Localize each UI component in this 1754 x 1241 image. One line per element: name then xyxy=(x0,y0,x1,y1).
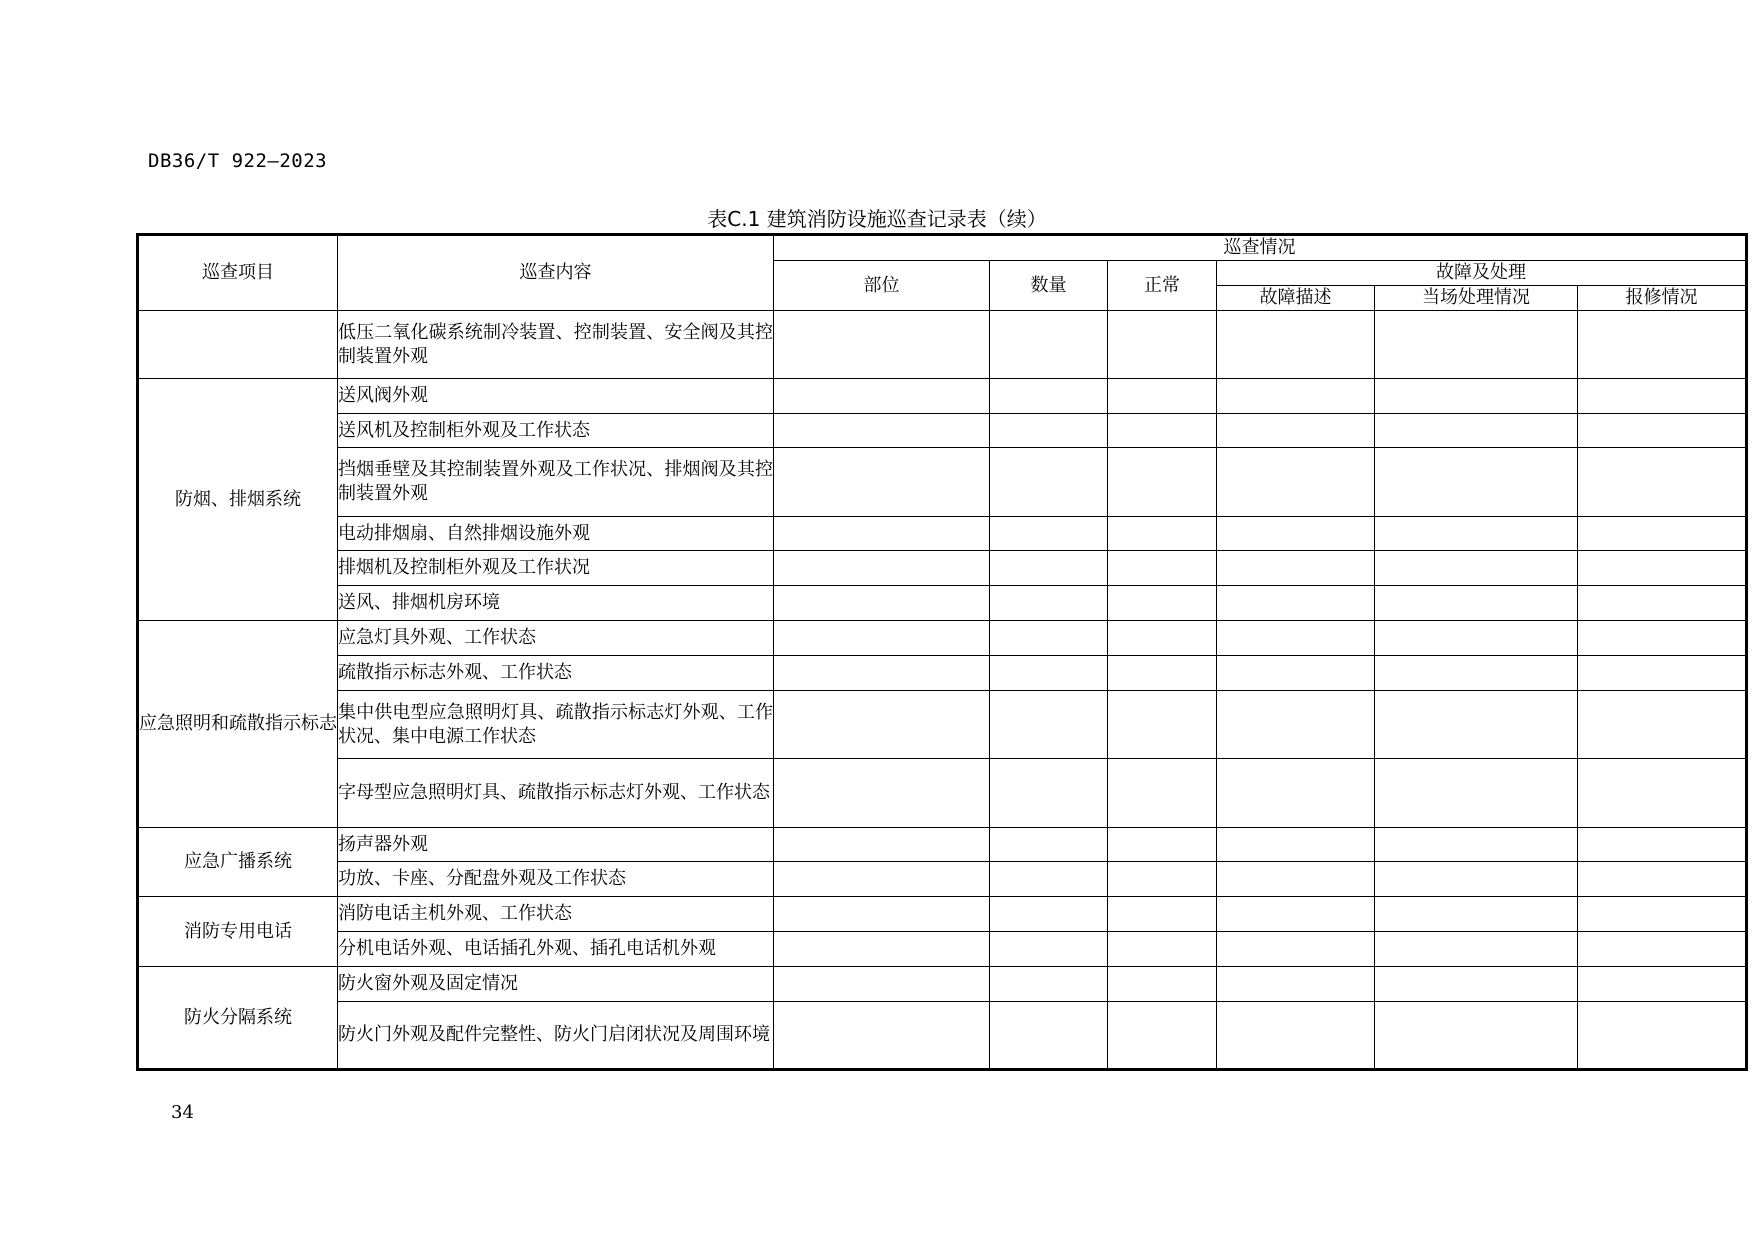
normal-cell[interactable] xyxy=(1108,656,1217,691)
fault-description-cell[interactable] xyxy=(1217,932,1375,967)
fault-description-cell[interactable] xyxy=(1217,897,1375,932)
repair-report-cell[interactable] xyxy=(1578,1002,1747,1070)
table-row xyxy=(138,656,1747,691)
normal-cell[interactable] xyxy=(1108,967,1217,1002)
content-cell: 送风阀外观 xyxy=(338,379,774,414)
normal-cell[interactable] xyxy=(1108,691,1217,759)
normal-cell[interactable] xyxy=(1108,551,1217,586)
fault-description-cell[interactable] xyxy=(1217,448,1375,517)
repair-report-cell[interactable] xyxy=(1578,448,1747,517)
table-row xyxy=(138,414,1747,448)
repair-report-cell[interactable] xyxy=(1578,759,1747,828)
onsite-handling-cell[interactable] xyxy=(1375,932,1578,967)
quantity-cell[interactable] xyxy=(990,448,1108,517)
repair-report-cell[interactable] xyxy=(1578,586,1747,621)
onsite-handling-cell[interactable] xyxy=(1375,691,1578,759)
table-title: 表C.1 建筑消防设施巡查记录表（续） xyxy=(707,207,1047,231)
table-row xyxy=(138,517,1747,551)
header-quantity: 数量 xyxy=(990,261,1108,311)
normal-cell[interactable] xyxy=(1108,379,1217,414)
quantity-cell[interactable] xyxy=(990,759,1108,828)
quantity-cell[interactable] xyxy=(990,656,1108,691)
content-cell: 扬声器外观 xyxy=(338,828,774,862)
repair-report-cell[interactable] xyxy=(1578,414,1747,448)
content-cell: 排烟机及控制柜外观及工作状况 xyxy=(338,551,774,586)
onsite-handling-cell[interactable] xyxy=(1375,656,1578,691)
location-cell[interactable] xyxy=(774,311,990,379)
fault-description-cell[interactable] xyxy=(1217,414,1375,448)
onsite-handling-cell[interactable] xyxy=(1375,517,1578,551)
repair-report-cell[interactable] xyxy=(1578,691,1747,759)
content-cell: 功放、卡座、分配盘外观及工作状态 xyxy=(338,862,774,897)
table-row xyxy=(138,311,1747,379)
fault-description-cell[interactable] xyxy=(1217,311,1375,379)
fault-description-cell[interactable] xyxy=(1217,656,1375,691)
header-location: 部位 xyxy=(774,261,990,311)
normal-cell[interactable] xyxy=(1108,448,1217,517)
onsite-handling-cell[interactable] xyxy=(1375,379,1578,414)
quantity-cell[interactable] xyxy=(990,691,1108,759)
content-cell: 挡烟垂壁及其控制装置外观及工作状况、排烟阀及其控制装置外观 xyxy=(338,448,774,517)
quantity-cell[interactable] xyxy=(990,621,1108,656)
quantity-cell[interactable] xyxy=(990,1002,1108,1070)
content-cell: 疏散指示标志外观、工作状态 xyxy=(338,656,774,691)
repair-report-cell[interactable] xyxy=(1578,551,1747,586)
header-item: 巡查项目 xyxy=(138,235,338,311)
onsite-handling-cell[interactable] xyxy=(1375,1002,1578,1070)
quantity-cell[interactable] xyxy=(990,586,1108,621)
normal-cell[interactable] xyxy=(1108,759,1217,828)
content-cell: 集中供电型应急照明灯具、疏散指示标志灯外观、工作状况、集中电源工作状态 xyxy=(338,691,774,759)
standard-code: DB36/T 922—2023 xyxy=(148,150,328,172)
fault-description-cell[interactable] xyxy=(1217,862,1375,897)
location-cell[interactable] xyxy=(774,379,990,414)
onsite-handling-cell[interactable] xyxy=(1375,551,1578,586)
item-cell: 消防专用电话 xyxy=(138,897,338,967)
location-cell[interactable] xyxy=(774,551,990,586)
location-cell[interactable] xyxy=(774,1002,990,1070)
quantity-cell[interactable] xyxy=(990,932,1108,967)
normal-cell[interactable] xyxy=(1108,897,1217,932)
onsite-handling-cell[interactable] xyxy=(1375,862,1578,897)
table-row xyxy=(138,897,1747,932)
item-cell: 应急照明和疏散指示标志 xyxy=(138,621,338,828)
item-cell: 应急广播系统 xyxy=(138,828,338,897)
content-cell: 防火门外观及配件完整性、防火门启闭状况及周围环境 xyxy=(338,1002,774,1070)
table-row xyxy=(138,759,1747,828)
header-repair-report: 报修情况 xyxy=(1578,286,1747,311)
content-cell: 送风、排烟机房环境 xyxy=(338,586,774,621)
onsite-handling-cell[interactable] xyxy=(1375,828,1578,862)
repair-report-cell[interactable] xyxy=(1578,897,1747,932)
location-cell[interactable] xyxy=(774,517,990,551)
quantity-cell[interactable] xyxy=(990,379,1108,414)
content-cell: 消防电话主机外观、工作状态 xyxy=(338,897,774,932)
repair-report-cell[interactable] xyxy=(1578,621,1747,656)
content-cell: 应急灯具外观、工作状态 xyxy=(338,621,774,656)
table-row xyxy=(138,448,1747,517)
table-row xyxy=(138,1002,1747,1070)
location-cell[interactable] xyxy=(774,586,990,621)
header-row-1 xyxy=(138,235,1747,261)
table-row xyxy=(138,586,1747,621)
repair-report-cell[interactable] xyxy=(1578,862,1747,897)
quantity-cell[interactable] xyxy=(990,828,1108,862)
normal-cell[interactable] xyxy=(1108,414,1217,448)
location-cell[interactable] xyxy=(774,967,990,1002)
normal-cell[interactable] xyxy=(1108,1002,1217,1070)
normal-cell[interactable] xyxy=(1108,828,1217,862)
table-row xyxy=(138,828,1747,862)
item-cell: 防烟、排烟系统 xyxy=(138,379,338,621)
normal-cell[interactable] xyxy=(1108,311,1217,379)
item-cell: 防火分隔系统 xyxy=(138,967,338,1070)
fault-description-cell[interactable] xyxy=(1217,621,1375,656)
fault-description-cell[interactable] xyxy=(1217,517,1375,551)
onsite-handling-cell[interactable] xyxy=(1375,759,1578,828)
content-cell: 防火窗外观及固定情况 xyxy=(338,967,774,1002)
location-cell[interactable] xyxy=(774,656,990,691)
header-onsite-handling: 当场处理情况 xyxy=(1375,286,1578,311)
quantity-cell[interactable] xyxy=(990,414,1108,448)
fault-description-cell[interactable] xyxy=(1217,691,1375,759)
repair-report-cell[interactable] xyxy=(1578,932,1747,967)
fault-description-cell[interactable] xyxy=(1217,551,1375,586)
quantity-cell[interactable] xyxy=(990,967,1108,1002)
location-cell[interactable] xyxy=(774,691,990,759)
repair-report-cell[interactable] xyxy=(1578,967,1747,1002)
table-row xyxy=(138,862,1747,897)
fault-description-cell[interactable] xyxy=(1217,586,1375,621)
normal-cell[interactable] xyxy=(1108,586,1217,621)
onsite-handling-cell[interactable] xyxy=(1375,448,1578,517)
table-row xyxy=(138,379,1747,414)
normal-cell[interactable] xyxy=(1108,862,1217,897)
location-cell[interactable] xyxy=(774,759,990,828)
table-row xyxy=(138,621,1747,656)
normal-cell[interactable] xyxy=(1108,932,1217,967)
location-cell[interactable] xyxy=(774,932,990,967)
header-fault-handling: 故障及处理 xyxy=(1217,261,1747,286)
repair-report-cell[interactable] xyxy=(1578,828,1747,862)
location-cell[interactable] xyxy=(774,621,990,656)
fault-description-cell[interactable] xyxy=(1217,1002,1375,1070)
quantity-cell[interactable] xyxy=(990,551,1108,586)
repair-report-cell[interactable] xyxy=(1578,517,1747,551)
onsite-handling-cell[interactable] xyxy=(1375,897,1578,932)
repair-report-cell[interactable] xyxy=(1578,311,1747,379)
normal-cell[interactable] xyxy=(1108,621,1217,656)
fault-description-cell[interactable] xyxy=(1217,379,1375,414)
header-situation: 巡查情况 xyxy=(774,235,1747,261)
normal-cell[interactable] xyxy=(1108,517,1217,551)
quantity-cell[interactable] xyxy=(990,311,1108,379)
header-normal: 正常 xyxy=(1108,261,1217,311)
table-row xyxy=(138,967,1747,1002)
location-cell[interactable] xyxy=(774,414,990,448)
item-cell xyxy=(138,311,338,379)
quantity-cell[interactable] xyxy=(990,517,1108,551)
quantity-cell[interactable] xyxy=(990,862,1108,897)
repair-report-cell[interactable] xyxy=(1578,379,1747,414)
content-cell: 分机电话外观、电话插孔外观、插孔电话机外观 xyxy=(338,932,774,967)
fault-description-cell[interactable] xyxy=(1217,828,1375,862)
header-fault-description: 故障描述 xyxy=(1217,286,1375,311)
content-cell: 低压二氧化碳系统制冷装置、控制装置、安全阀及其控制装置外观 xyxy=(338,311,774,379)
onsite-handling-cell[interactable] xyxy=(1375,311,1578,379)
table-row xyxy=(138,691,1747,759)
repair-report-cell[interactable] xyxy=(1578,656,1747,691)
onsite-handling-cell[interactable] xyxy=(1375,967,1578,1002)
fault-description-cell[interactable] xyxy=(1217,759,1375,828)
onsite-handling-cell[interactable] xyxy=(1375,586,1578,621)
location-cell[interactable] xyxy=(774,448,990,517)
content-cell: 字母型应急照明灯具、疏散指示标志灯外观、工作状态 xyxy=(338,759,774,828)
location-cell[interactable] xyxy=(774,828,990,862)
location-cell[interactable] xyxy=(774,862,990,897)
header-content: 巡查内容 xyxy=(338,235,774,311)
content-cell: 送风机及控制柜外观及工作状态 xyxy=(338,414,774,448)
page-number: 34 xyxy=(171,1102,194,1123)
table-row xyxy=(138,932,1747,967)
location-cell[interactable] xyxy=(774,897,990,932)
onsite-handling-cell[interactable] xyxy=(1375,621,1578,656)
patrol-record-table xyxy=(136,233,1748,1071)
quantity-cell[interactable] xyxy=(990,897,1108,932)
table-row xyxy=(138,551,1747,586)
onsite-handling-cell[interactable] xyxy=(1375,414,1578,448)
content-cell: 电动排烟扇、自然排烟设施外观 xyxy=(338,517,774,551)
fault-description-cell[interactable] xyxy=(1217,967,1375,1002)
